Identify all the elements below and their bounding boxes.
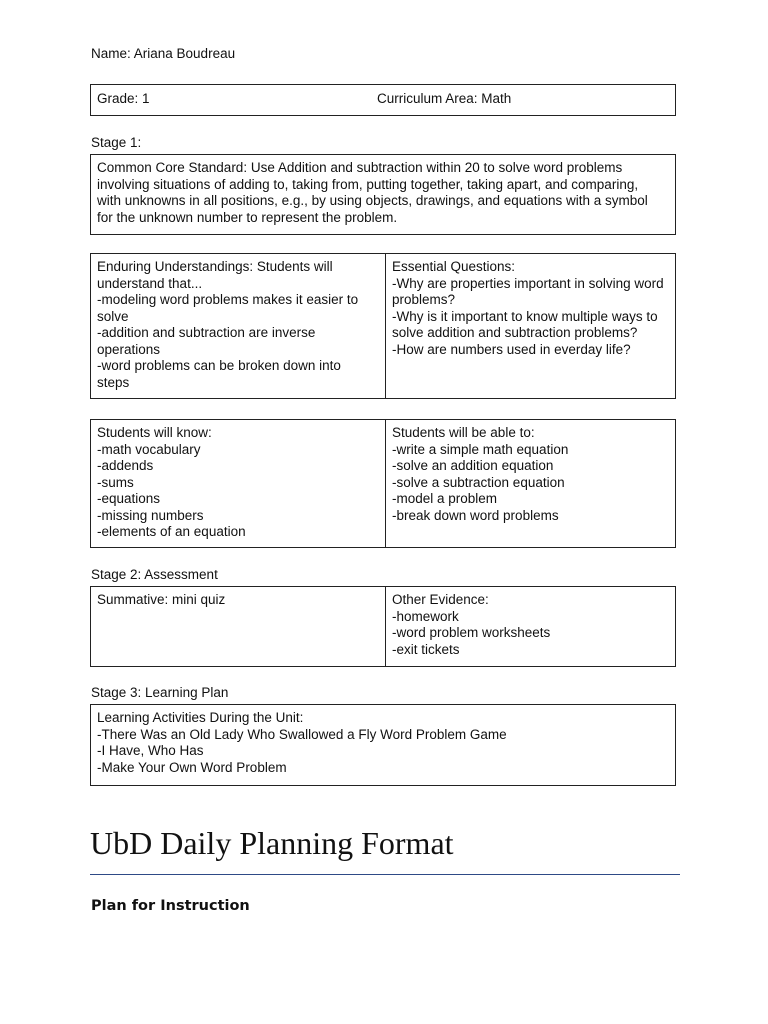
evidence-line: -homework: [392, 608, 459, 624]
able-line: -break down word problems: [392, 507, 559, 523]
grade-box: [90, 84, 676, 116]
evidence-line: -word problem worksheets: [392, 625, 551, 640]
understandings-line: Enduring Understandings: Students will: [97, 259, 333, 274]
know-line: -addends: [97, 458, 154, 473]
learning-line: -There Was an Old Lady Who Swallowed a Fly Word Problem Game: [97, 726, 507, 742]
learning-line: Learning Activities During the Unit:: [97, 710, 304, 725]
enduring-understandings-cell: [91, 254, 386, 398]
understandings-line: -modeling word problems makes it easier to: [97, 292, 359, 307]
know-line: Students will know:: [97, 425, 212, 440]
stage2-label: Stage 2: Assessment: [91, 567, 218, 582]
standard-line: for the unknown number to represent the problem.: [97, 209, 398, 225]
stage3-label: Stage 3: Learning Plan: [91, 685, 229, 700]
plan-for-instruction-subheading: Plan for Instruction: [91, 898, 250, 914]
students-will-know-cell: [91, 420, 386, 547]
student-name: Name: Ariana Boudreau: [91, 46, 236, 61]
able-line: -solve an addition equation: [392, 458, 554, 473]
grade-label: Grade: 1: [97, 91, 150, 106]
questions-line: -How are numbers used in everday life?: [392, 341, 631, 357]
understandings-line: operations: [97, 341, 161, 357]
understandings-table: [90, 253, 676, 399]
understandings-line: -word problems can be broken down into: [97, 358, 341, 373]
know-do-table: [90, 419, 676, 548]
questions-line: -Why are properties important in solving word: [392, 275, 664, 291]
summative-cell: [91, 587, 386, 666]
summative-line: Summative: mini quiz: [97, 592, 226, 607]
essential-questions-cell: [386, 254, 675, 398]
understandings-line: solve: [97, 308, 129, 324]
know-line: -elements of an equation: [97, 524, 246, 539]
stage1-label: Stage 1:: [91, 135, 142, 150]
curriculum-area-label: Curriculum Area: Math: [377, 91, 512, 106]
ubd-heading: UbD Daily Planning Format: [90, 825, 454, 861]
able-line: Students will be able to:: [392, 425, 535, 440]
questions-line: Essential Questions:: [392, 259, 516, 274]
evidence-line: -exit tickets: [392, 641, 460, 657]
able-line: -write a simple math equation: [392, 441, 569, 457]
learning-line: -I Have, Who Has: [97, 743, 204, 758]
learning-line: -Make Your Own Word Problem: [97, 759, 287, 775]
students-able-to-cell: [386, 420, 675, 547]
assessment-table: [90, 586, 676, 667]
questions-line: problems?: [392, 292, 456, 307]
standard-line: with unknowns in all positions, e.g., by using objects, drawings, and equations with a symbol: [97, 193, 648, 208]
know-line: -equations: [97, 491, 161, 506]
standard-box: [90, 154, 676, 235]
know-line: -math vocabulary: [97, 441, 201, 457]
able-line: -model a problem: [392, 491, 498, 506]
other-evidence-cell: [386, 587, 675, 666]
know-line: -missing numbers: [97, 507, 204, 523]
standard-line: involving situations of adding to, taking from, putting together, taking apart, and comparing,: [97, 176, 639, 192]
understandings-line: -addition and subtraction are inverse: [97, 325, 316, 340]
understandings-line: steps: [97, 374, 130, 390]
evidence-line: Other Evidence:: [392, 592, 489, 607]
questions-line: -Why is it important to know multiple ways to: [392, 308, 658, 324]
standard-line: Common Core Standard: Use Addition and subtraction within 20 to solve word problems: [97, 160, 623, 175]
know-line: -sums: [97, 474, 134, 490]
questions-line: solve addition and subtraction problems?: [392, 325, 638, 340]
understandings-line: understand that...: [97, 275, 203, 291]
able-line: -solve a subtraction equation: [392, 474, 565, 490]
learning-plan-box: [90, 704, 676, 786]
heading-divider: [90, 874, 680, 875]
